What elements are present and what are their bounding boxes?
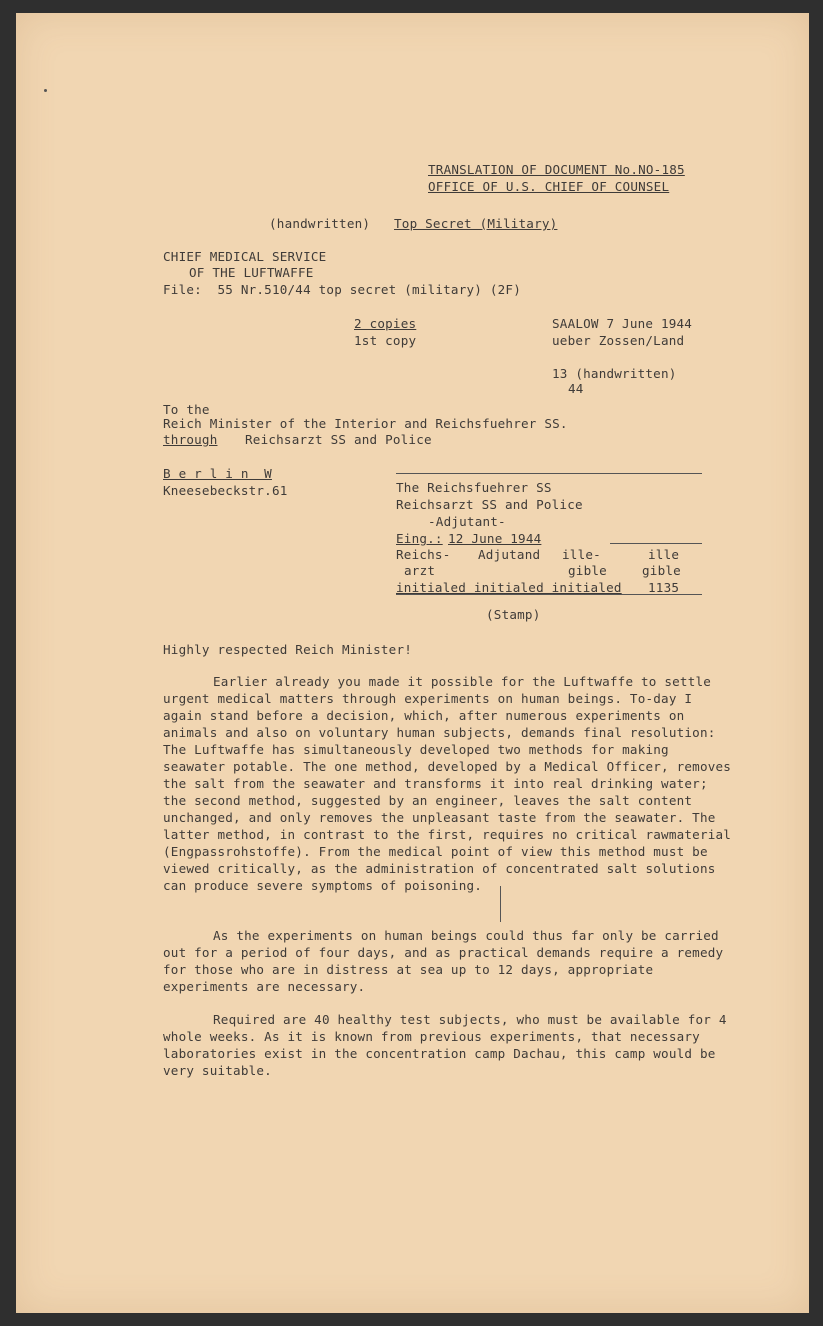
place-date-line1: SAALOW 7 June 1944 <box>552 316 693 331</box>
stamp-date-rule <box>610 543 702 544</box>
stamp-caption: (Stamp) <box>486 607 541 622</box>
handwritten-number-line2: 44 <box>568 381 584 396</box>
addressee-street: Kneesebeckstr.61 <box>163 483 288 498</box>
office-line: OFFICE OF U.S. CHIEF OF COUNSEL <box>428 179 670 194</box>
stamp-line2: Reichsarzt SS and Police <box>396 497 583 512</box>
stamp-col1a: Reichs- <box>396 547 451 562</box>
stamp-eing-date: 12 June 1944 <box>448 531 542 546</box>
stamp-col4a: ille <box>648 547 680 562</box>
copies-count: 2 copies <box>354 316 417 331</box>
stamp-initials: initialed initialed initialed <box>396 580 622 595</box>
pencil-mark <box>500 886 501 922</box>
addressee-through-name: Reichsarzt SS and Police <box>245 432 432 447</box>
copies-which: 1st copy <box>354 333 417 348</box>
stamp-bottom-rule <box>396 594 702 595</box>
sender-line1: CHIEF MEDICAL SERVICE <box>163 249 327 264</box>
paragraph-2: As the experiments on human beings could thus far only be carried out for a period of four days, and as practical demands require a remedy for those who are in distress at sea up to 12 days, appropriate experiments are necessary. <box>163 928 724 994</box>
paragraph-1: Earlier already you made it possible for the Luftwaffe to settle urgent medical matters through experiments on human beings. To-day I again stand before a decision, which, after numerous experiments on animals and also on voluntary human subjects, demands final resolution: The Luftwaffe has simultaneously developed two methods for making seawater potable. The one method, developed by a Medical Officer, removes the salt from the seawater and transforms it into real drinking water; the second method, suggested by an engineer, leaves the salt content unchanged, and only removes the unpleasant taste from the seawater. The latter method, in contrast to the first, requires no critical rawmaterial (Engpassrohstoffe). From the medical point of view this method must be viewed critically, as the administration of concentrated salt solutions can produce severe symptoms of poisoning. <box>163 674 732 893</box>
paragraph-3: Required are 40 healthy test subjects, who must be available for 4 whole weeks. As it is known from previous experiments, that necessary laboratories exist in the concentration camp Dachau, this camp would be very suitable. <box>163 1012 727 1078</box>
stamp-col4b: gible <box>642 563 681 578</box>
handwritten-number-line1: 13 (handwritten) <box>552 366 677 381</box>
stamp-eing-label: Eing.: <box>396 531 443 546</box>
addressee-name: Reich Minister of the Interior and Reichsfuehrer SS. <box>163 416 568 431</box>
addressee-city: B e r l i n W <box>163 466 272 481</box>
sender-line2: OF THE LUFTWAFFE <box>189 265 314 280</box>
translation-line: TRANSLATION OF DOCUMENT No.NO-185 <box>428 162 685 177</box>
stamp-top-rule <box>396 473 702 474</box>
addressee-through-label: through <box>163 432 218 447</box>
stamp-col3b: gible <box>568 563 607 578</box>
stamp-col3a: ille- <box>562 547 601 562</box>
classification-label: Top Secret (Military) <box>394 216 558 231</box>
stamp-line3: -Adjutant- <box>428 514 506 529</box>
stamp-line1: The Reichsfuehrer SS <box>396 480 552 495</box>
document-page <box>16 13 809 1313</box>
stamp-number: 1135 <box>648 580 680 595</box>
handwritten-note: (handwritten) <box>269 216 371 231</box>
salutation: Highly respected Reich Minister! <box>163 642 413 657</box>
addressee-to: To the <box>163 402 210 417</box>
paper-speck <box>44 89 47 92</box>
place-date-line2: ueber Zossen/Land <box>552 333 685 348</box>
file-line: File: 55 Nr.510/44 top secret (military) (2F) <box>163 282 521 297</box>
stamp-col1b: arzt <box>404 563 436 578</box>
stamp-col2: Adjutand <box>478 547 541 562</box>
